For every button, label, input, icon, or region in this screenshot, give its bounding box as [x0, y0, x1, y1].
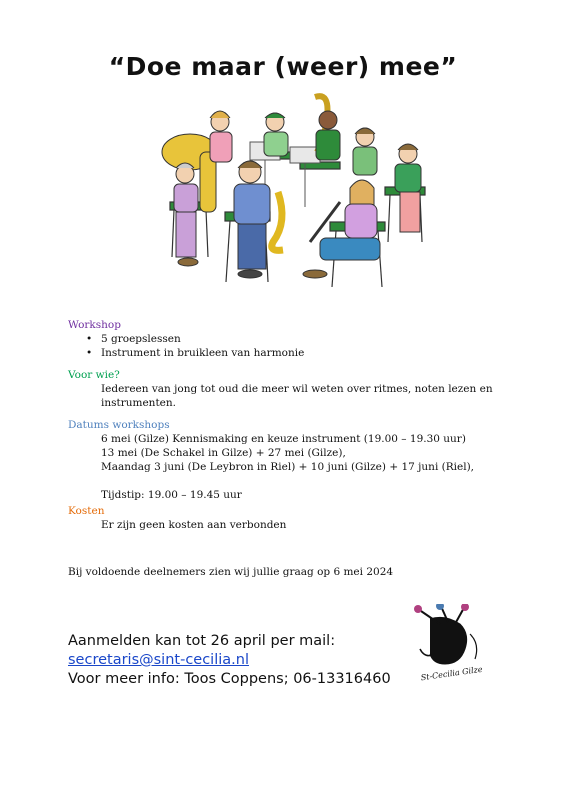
logo-text: St-Cecilia Gilze — [420, 664, 484, 683]
workshop-section — [68, 318, 304, 360]
participants-note: Bij voldoende deelnemers zien wij jullie graag op 6 mei 2024 — [68, 566, 394, 578]
musicians-illustration-icon — [150, 92, 435, 302]
datums-heading: Datums workshops — [68, 419, 170, 431]
voorwie-line: Iedereen van jong tot oud die meer wil weten over ritmes, noten lezen en — [101, 383, 493, 395]
kosten-section — [68, 504, 286, 532]
page-title: “Doe maar (weer) mee” — [108, 52, 458, 81]
tijdstip-line: Tijdstip: 19.00 – 19.45 uur — [101, 489, 242, 501]
voorwie-section — [68, 368, 493, 410]
workshop-list — [68, 332, 304, 360]
register-line: Aanmelden kan tot 26 april per mail: — [68, 633, 336, 649]
voorwie-line: instrumenten. — [101, 397, 176, 409]
workshop-heading: Workshop — [68, 319, 121, 331]
info-line: Voor meer info: Toos Coppens; 06-13316460 — [68, 671, 391, 687]
music-logo-icon — [410, 604, 495, 684]
kosten-heading: Kosten — [68, 505, 105, 517]
kosten-text: Er zijn geen kosten aan verbonden — [101, 519, 287, 531]
list-item: • Instrument in bruikleen van harmonie — [68, 346, 304, 360]
datums-section — [68, 418, 474, 502]
voorwie-heading: Voor wie? — [68, 369, 120, 381]
datums-line: 13 mei (De Schakel in Gilze) + 27 mei (Gilze), — [101, 447, 346, 459]
list-item: • 5 groepslessen — [68, 332, 304, 346]
email-link[interactable]: secretaris@sint-cecilia.nl — [68, 652, 249, 668]
datums-line: 6 mei (Gilze) Kennismaking en keuze instrument (19.00 – 19.30 uur) — [101, 433, 466, 445]
contact-footer — [68, 632, 391, 689]
datums-line: Maandag 3 juni (De Leybron in Riel) + 10 juni (Gilze) + 17 juni (Riel), — [101, 461, 475, 473]
